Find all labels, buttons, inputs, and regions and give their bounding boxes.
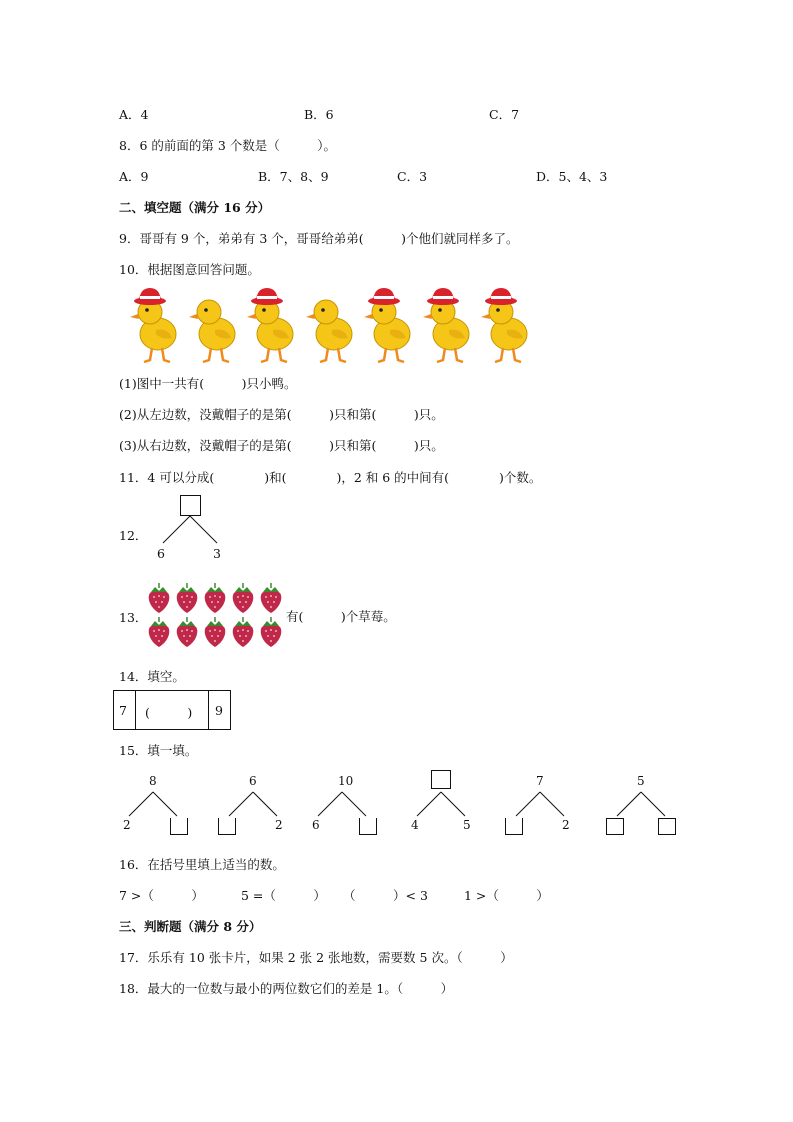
tree-right-answer-box[interactable] — [170, 818, 188, 835]
duck-without-hat — [306, 284, 358, 364]
q14-stem: 14．填空。 — [119, 669, 185, 684]
q16-item-2[interactable]: 5 =（ ） — [241, 888, 326, 903]
q15-stem: 15．填一填。 — [119, 743, 198, 758]
q7-option-a: A．4 — [119, 107, 149, 122]
strawberry-grid — [146, 583, 286, 649]
q12-left-number: 6 — [157, 546, 165, 561]
q16-item-4[interactable]: 1 >（ ） — [464, 888, 549, 903]
duck-with-hat — [481, 284, 533, 364]
q10-sub3: (3)从右边数，没戴帽子的是第( )只和第( )只。 — [119, 438, 444, 453]
tree-right-number: 2 — [275, 818, 283, 832]
section-3-title: 三、判断题（满分 8 分） — [119, 919, 262, 934]
duck-with-hat — [423, 284, 475, 364]
q8-option-d: D．5、4、3 — [536, 169, 608, 184]
tree-top-number: 10 — [338, 774, 354, 788]
tree-top-number: 6 — [249, 774, 257, 788]
q10-sub2: (2)从左边数，没戴帽子的是第( )只和第( )只。 — [119, 407, 444, 422]
strawberry — [146, 617, 172, 649]
tree-left-number: 2 — [123, 818, 131, 832]
q13-text: 有( )个草莓。 — [286, 609, 396, 624]
duck-with-hat — [247, 284, 299, 364]
q12-right-number: 3 — [213, 546, 221, 561]
strawberry — [258, 583, 284, 615]
strawberry — [174, 583, 200, 615]
strawberry — [230, 583, 256, 615]
tree-right-number: 5 — [463, 818, 471, 832]
q14-divider-2 — [208, 690, 209, 730]
tree-left-number: 4 — [411, 818, 419, 832]
tree-branch-lines — [411, 792, 471, 822]
tree-left-answer-box[interactable] — [505, 818, 523, 835]
strawberry — [230, 617, 256, 649]
q8-option-a: A．9 — [119, 169, 149, 184]
duck-without-hat — [189, 284, 241, 364]
q10-stem: 10．根据图意回答问题。 — [119, 262, 260, 277]
strawberry — [202, 583, 228, 615]
tree-top-number: 5 — [637, 774, 645, 788]
q8-option-b: B．7、8、9 — [258, 169, 329, 184]
tree-right-answer-box[interactable] — [658, 818, 676, 835]
q12-label: 12． — [119, 528, 148, 543]
strawberry — [146, 583, 172, 615]
q14-right: 9 — [215, 703, 223, 718]
q16-item-1[interactable]: 7 >（ ） — [119, 888, 204, 903]
tree-top-answer-box[interactable] — [431, 770, 451, 789]
q14-left: 7 — [119, 703, 127, 718]
tree-left-answer-box[interactable] — [606, 818, 624, 835]
tree-right-answer-box[interactable] — [359, 818, 377, 835]
q18-text: 18．最大的一位数与最小的两位数它们的差是 1。（ ） — [119, 981, 454, 996]
q11-text: 11．4 可以分成( )和( )，2 和 6 的中间有( )个数。 — [119, 470, 542, 485]
tree-left-number: 6 — [312, 818, 320, 832]
q12-answer-box[interactable] — [180, 495, 201, 516]
tree-left-answer-box[interactable] — [218, 818, 236, 835]
q8-stem: 8．6 的前面的第 3 个数是（ ）。 — [119, 138, 337, 153]
q7-option-c: C．7 — [489, 107, 520, 122]
strawberry — [258, 617, 284, 649]
q10-sub1: (1)图中一共有( )只小鸭。 — [119, 376, 297, 391]
duck-row — [130, 284, 570, 364]
section-2-title: 二、填空题（满分 16 分） — [119, 200, 271, 215]
tree-top-number: 8 — [149, 774, 157, 788]
strawberry — [202, 617, 228, 649]
tree-top-number: 7 — [536, 774, 544, 788]
strawberry — [174, 617, 200, 649]
q8-option-c: C．3 — [397, 169, 428, 184]
q14-middle[interactable]: ( ) — [145, 705, 193, 720]
q16-stem: 16．在括号里填上适当的数。 — [119, 857, 285, 872]
q14-divider-1 — [135, 690, 136, 730]
q16-item-3[interactable]: （ ）< 3 — [343, 888, 428, 903]
q9-text: 9．哥哥有 9 个，弟弟有 3 个，哥哥给弟弟( )个他们就同样多了。 — [119, 231, 519, 246]
duck-with-hat — [364, 284, 416, 364]
q13-label: 13． — [119, 610, 148, 625]
duck-with-hat — [130, 284, 182, 364]
q17-text: 17．乐乐有 10 张卡片，如果 2 张 2 张地数，需要数 5 次。（ ） — [119, 950, 513, 965]
q7-option-b: B．6 — [304, 107, 334, 122]
tree-right-number: 2 — [562, 818, 570, 832]
